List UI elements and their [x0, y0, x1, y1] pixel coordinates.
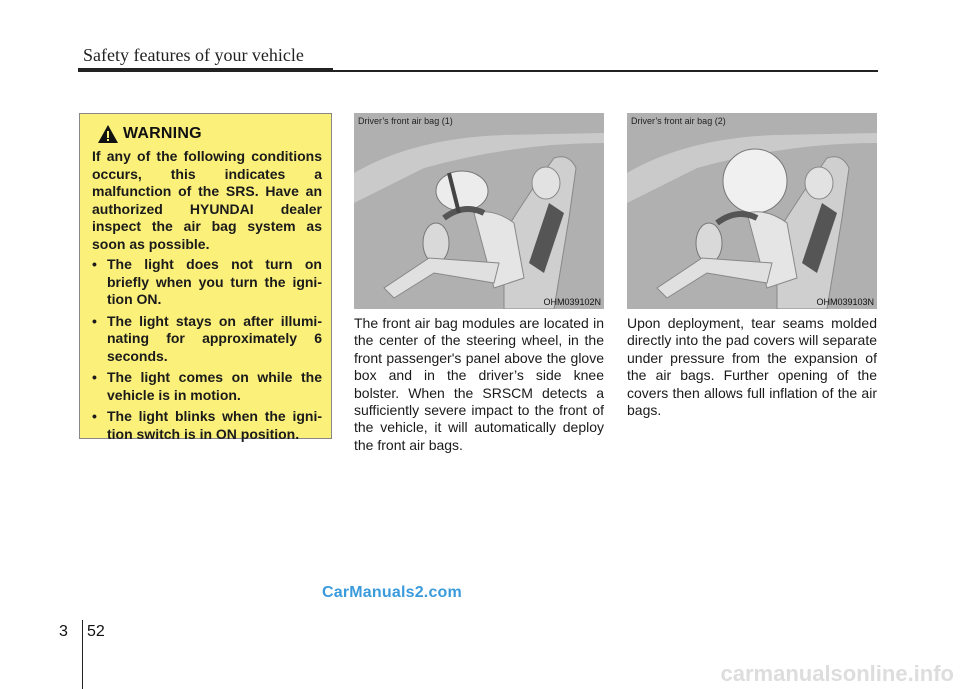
- paragraph-front-airbag-modules: The front air bag modules are located in the center of the steering wheel, in the front passenger's panel above the glove box and in the driver’s side knee bolster. When the SRSCM detects a sufficiently severe impact to the front of the vehicle, it will automatically deploy the front air bags.: [354, 315, 604, 453]
- airbag-illustration-1: [354, 113, 604, 309]
- page-number: 52: [87, 623, 105, 640]
- paragraph-deployment: Upon deployment, tear seams molded directly into the pad covers will separate under pressure from the expansion of the air bags. Further opening of the covers then allows full inflation of the air bags.: [627, 315, 877, 419]
- warning-item-text: The light stays on after illuminating for approximately 6 seconds.: [107, 312, 322, 364]
- footer-site-watermark: carmanualsonline.info: [720, 661, 954, 686]
- watermark-link[interactable]: CarManuals2.com: [322, 584, 462, 601]
- warning-list-item: [92, 313, 322, 366]
- figure-code: OHM039103N: [816, 297, 874, 307]
- header-rule: [78, 70, 878, 72]
- bullet: •: [92, 369, 97, 385]
- warning-intro: If any of the following conditions occurs, this indicates a malfunction of the SRS. Have an authorized HYUNDAI dealer inspect the air bag system as soon as possible.: [92, 148, 322, 252]
- page-header-title: Safety features of your vehicle: [83, 45, 304, 65]
- figure-code: OHM039102N: [543, 297, 601, 307]
- bullet: •: [92, 312, 97, 329]
- figure-driver-airbag-1: [354, 113, 604, 309]
- warning-list-item: [92, 408, 322, 443]
- warning-triangle-icon: [97, 124, 119, 144]
- warning-list: [92, 256, 322, 443]
- warning-item-text: The light does not turn on briefly when you turn the ignition ON.: [107, 256, 322, 307]
- bullet: •: [92, 256, 97, 272]
- chapter-number: 3: [59, 623, 68, 640]
- footer-divider: [82, 620, 83, 689]
- warning-item-text: The light comes on while the vehicle is in motion.: [107, 369, 322, 403]
- bullet: •: [92, 408, 97, 424]
- warning-item-text: The light blinks when the ignition switch is in ON position.: [107, 408, 322, 442]
- figure-caption: Driver’s front air bag (2): [631, 116, 726, 126]
- warning-box: [79, 113, 332, 442]
- warning-list-item: [92, 369, 322, 404]
- warning-title: WARNING: [123, 125, 202, 142]
- airbag-illustration-2: [627, 113, 877, 309]
- figure-driver-airbag-2: [627, 113, 877, 309]
- figure-caption: Driver’s front air bag (1): [358, 116, 453, 126]
- warning-list-item: [92, 256, 322, 309]
- warning-heading: [97, 122, 322, 146]
